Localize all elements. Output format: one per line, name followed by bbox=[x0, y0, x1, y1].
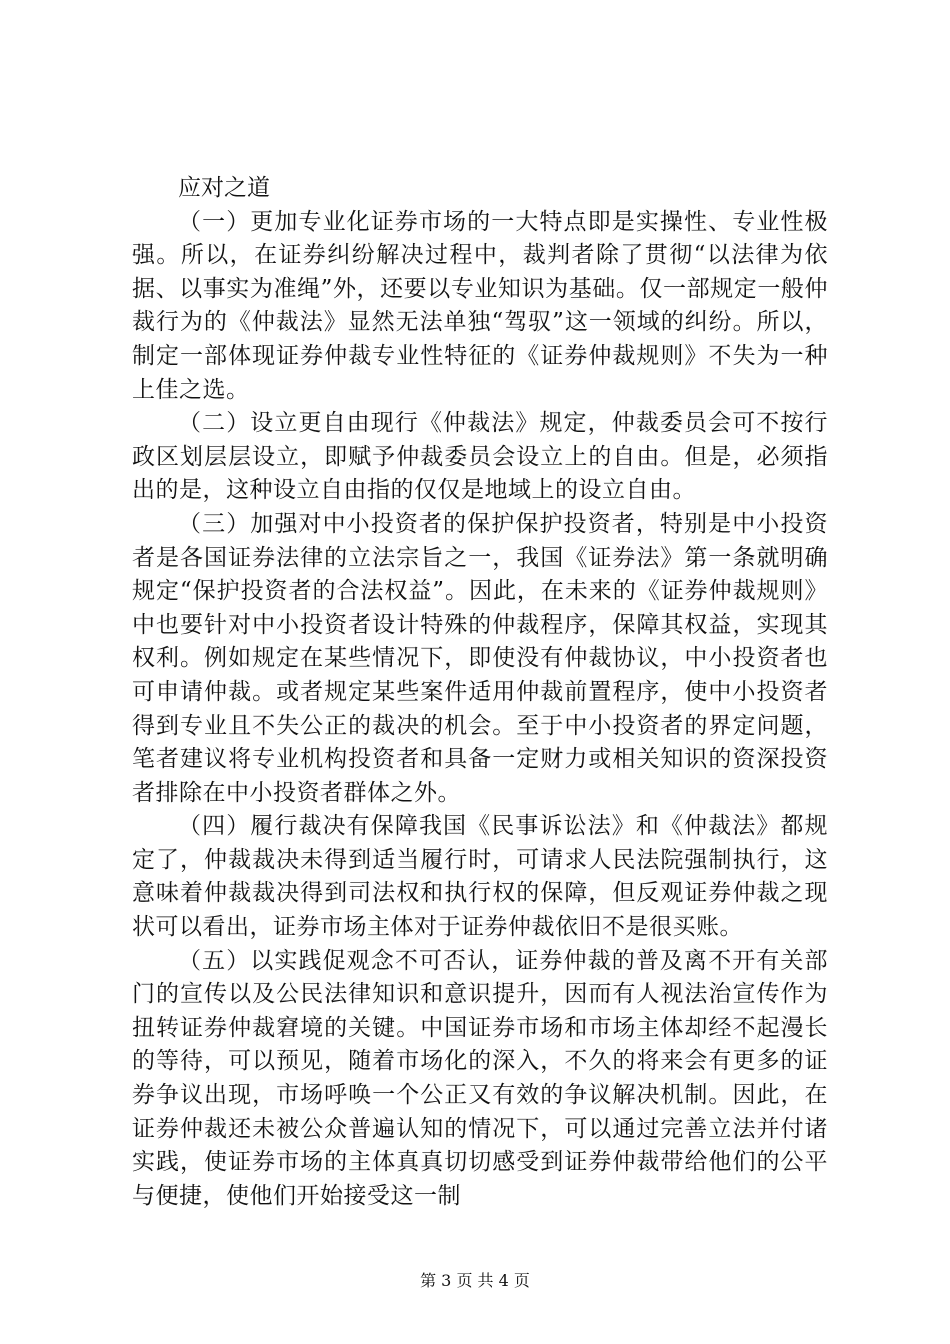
paragraph-4: （四）履行裁决有保障我国《民事诉讼法》和《仲裁法》都规定了，仲裁裁决未得到适当履行时，可请求人民法院强制执行，这意味着仲裁裁决得到司法权和执行权的保障，但反观证券仲裁之现状可以看出，证券市场主体对于证券仲裁依旧不是很买账。 bbox=[132, 813, 828, 941]
paragraph-1: （一）更加专业化证券市场的一大特点即是实操性、专业性极强。所以，在证券纠纷解决过程中，裁判者除了贯彻“以法律为依据、以事实为准绳”外，还要以专业知识为基础。仅一部规定一般仲裁行为的《仲裁法》显然无法单独“驾驭”这一领域的纠纷。所以，制定一部体现证券仲裁专业性特征的《证券仲裁规则》不失为一种上佳之选。 bbox=[132, 208, 828, 403]
paragraph-5: （五）以实践促观念不可否认，证券仲裁的普及离不开有关部门的宣传以及公民法律知识和意识提升，因而有人视法治宣传作为扭转证券仲裁窘境的关键。中国证券市场和市场主体却经不起漫长的等待，可以预见，随着市场化的深入，不久的将来会有更多的证券争议出现，市场呼唤一个公正又有效的争议解决机制。因此，在证券仲裁还未被公众普遍认知的情况下，可以通过完善立法并付诸实践，使证券市场的主体真真切切感受到证券仲裁带给他们的公平与便捷，使他们开始接受这一制 bbox=[132, 947, 828, 1209]
section-heading: 应对之道 bbox=[178, 175, 270, 201]
paragraph-3: （三）加强对中小投资者的保护保护投资者，特别是中小投资者是各国证券法律的立法宗旨之一，我国《证券法》第一条就明确规定“保护投资者的合法权益”。因此，在未来的《证券仲裁规则》中也要针对中小投资者设计特殊的仲裁程序，保障其权益，实现其权利。例如规定在某些情况下，即使没有仲裁协议，中小投资者也可申请仲裁。或者规定某些案件适用仲裁前置程序，使中小投资者得到专业且不失公正的裁决的机会。至于中小投资者的界定问题，笔者建议将专业机构投资者和具备一定财力或相关知识的资深投资者排除在中小投资者群体之外。 bbox=[132, 510, 828, 806]
document-body bbox=[132, 172, 828, 1213]
paragraph-2: （二）设立更自由现行《仲裁法》规定，仲裁委员会可不按行政区划层层设立，即赋予仲裁委员会设立上的自由。但是，必须指出的是，这种设立自由指的仅仅是地域上的设立自由。 bbox=[132, 410, 828, 504]
page-number-footer: 第 3 页 共 4 页 bbox=[420, 1271, 530, 1290]
